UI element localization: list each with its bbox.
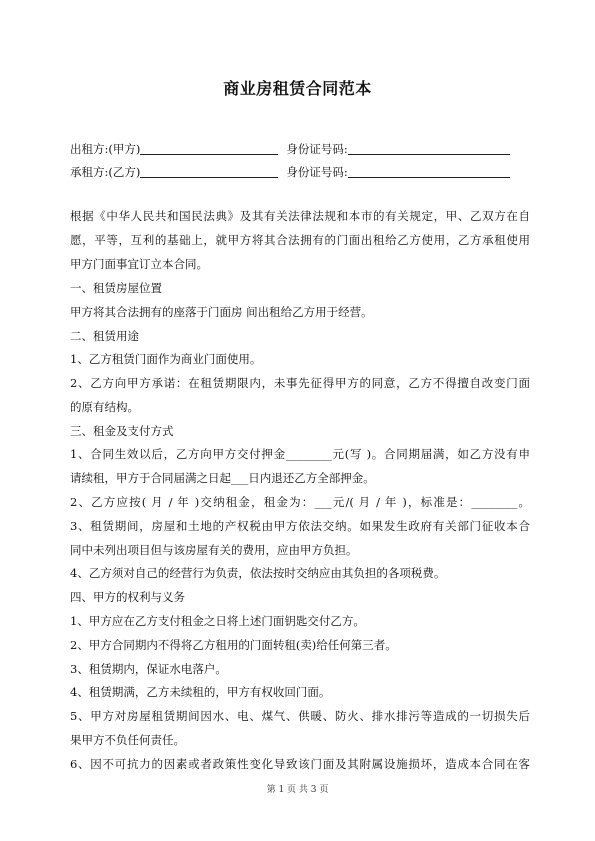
- lessee-label: 承租方:(乙方): [70, 165, 141, 179]
- lessor-name-blank: [140, 142, 278, 155]
- clause-line: 果甲方不负任何责任。: [70, 733, 185, 747]
- clause-line: 1、甲方应在乙方支付租金之日将上述门面钥匙交付乙方。: [70, 614, 365, 628]
- clause-line: 4、乙方须对自己的经营行为负责，依法按时交纳应由其负担的各项税费。: [70, 566, 446, 580]
- paragraph-line: 根据《中华人民共和国民法典》及其有关法律法规和本市的有关规定，甲、乙双方在自: [70, 209, 530, 223]
- lessor-row: [70, 141, 510, 157]
- page-number: 第 1 页 共 3 页: [266, 785, 329, 795]
- lessee-name-blank: [140, 165, 278, 178]
- section-heading: 四、甲方的权利与义务: [70, 590, 185, 604]
- paragraph-line: 愿，平等，互利的基础上，就甲方将其合法拥有的门面出租给乙方使用，乙方承租使用: [70, 233, 530, 247]
- lessor-label: 出租方:(甲方): [70, 142, 141, 156]
- section-heading: 三、租金及支付方式: [70, 424, 174, 438]
- clause-line: 3、租赁期间，房屋和土地的产权税由甲方依法交纳。如果发生政府有关部门征收本合: [70, 519, 530, 533]
- clause-line: 1、乙方租赁门面作为商业门面使用。: [70, 352, 262, 366]
- clause-line: 5、甲方对房屋租赁期间因水、电、煤气、供暖、防火、排水排污等造成的一切损失后: [70, 709, 530, 723]
- clause-line: 2、乙方向甲方承诺：在租赁期限内，未事先征得甲方的同意，乙方不得擅自改变门面: [70, 376, 530, 390]
- clause-line: 4、租赁期满，乙方未续租的，甲方有权收回门面。: [70, 685, 331, 699]
- paragraph-line: 甲方将其合法拥有的座落于门面房 间出租给乙方用于经营。: [70, 305, 373, 319]
- clause-line: 请续租，甲方于合同届满之日起___日内退还乙方全部押金。: [70, 471, 375, 485]
- clause-line: 2、甲方合同期内不得将乙方租用的门面转租(卖)给任何第三者。: [70, 638, 397, 652]
- clause-line: 3、租赁期内，保证水电落户。: [70, 662, 227, 676]
- lessee-id-label: 身份证号码:: [286, 165, 348, 179]
- lessor-id-label: 身份证号码:: [286, 142, 348, 156]
- clause-line: 的原有结构。: [70, 400, 139, 414]
- clause-line: 同中未列出项目但与该房屋有关的费用，应由甲方负担。: [70, 543, 358, 557]
- clause-line: 6、因不可抗力的因素或者政策性变化导致该门面及其附属设施损坏，造成本合同在客: [70, 757, 530, 771]
- paragraph-line: 甲方门面事宜订立本合同。: [70, 257, 208, 271]
- section-heading: 二、租赁用途: [70, 329, 139, 343]
- clause-line: 2、乙方应按( 月 / 年 )交纳租金，租金为：___元/( 月 / 年 )，标准是：________。: [70, 495, 530, 509]
- document-title: 商业房租赁合同范本: [223, 79, 372, 98]
- lessee-id-blank: [348, 165, 510, 178]
- lessor-id-blank: [348, 142, 510, 155]
- section-heading: 一、租赁房屋位置: [70, 281, 162, 295]
- clause-line: 1、合同生效以后，乙方向甲方交付押金________元(写 )。合同期届满，如乙方没有申: [70, 447, 530, 461]
- lessee-row: [70, 164, 510, 180]
